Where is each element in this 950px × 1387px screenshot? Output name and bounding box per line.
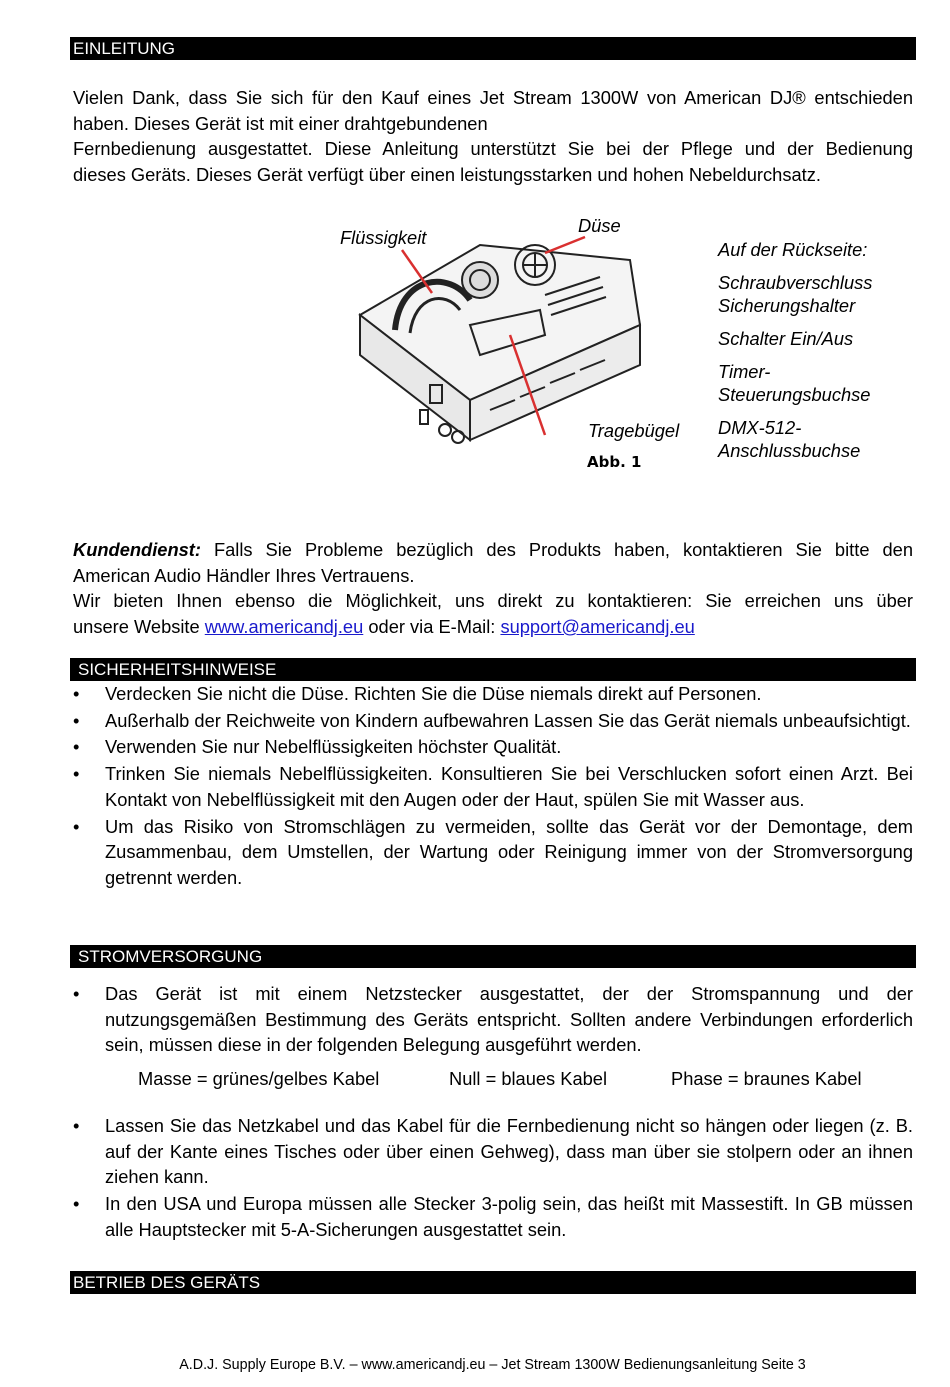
power-list-2: [70, 1113, 913, 1243]
list-item: • Verdecken Sie nicht die Düse. Richten Sie die Düse niemals direkt auf Personen.: [70, 681, 913, 707]
list-item: • Das Gerät ist mit einem Netzstecker ausgestattet, der der Stromspannung und der nutzungsgemäßen Bestimmung des Geräts entspricht. Sollten andere Verbindungen erforderlich sein, müssen diese in der folgenden Belegung ausgeführt werden.: [73, 983, 913, 1056]
service-line-2: American Audio Händler Ihres Vertrauens.: [73, 564, 415, 586]
rear-panel-list: [718, 238, 918, 472]
label-nozzle: Düse: [578, 215, 621, 236]
list-item: • Trinken Sie niemals Nebelflüssigkeiten. Konsultieren Sie bei Verschlucken sofort einen Arzt. Bei Kontakt von Nebelflüssigkeit mit den Augen oder der Haut, spülen Sie mit Wasser aus.: [73, 763, 913, 810]
intro-line: haben. Dieses Gerät ist mit einer drahtgebundenen: [73, 112, 488, 134]
rear-item: DMX-512-Anschlussbuchse: [718, 417, 861, 461]
device-figure: [340, 215, 720, 475]
section-header-intro: EINLEITUNG: [70, 37, 916, 60]
wiring-ground: Masse = grünes/gelbes Kabel: [138, 1068, 380, 1089]
service-line-1: Kundendienst: Falls Sie Probleme bezüglich des Produkts haben, kontaktieren Sie bitte den: [73, 539, 913, 560]
website-link[interactable]: www.americandj.eu: [204, 616, 364, 638]
service-paragraph: [73, 537, 913, 640]
rear-title: Auf der Rückseite:: [718, 239, 868, 260]
page-footer: A.D.J. Supply Europe B.V. – www.americandj.eu – Jet Stream 1300W Bedienungsanleitung Seite 3: [179, 1357, 806, 1373]
list-item: • Außerhalb der Reichweite von Kindern aufbewahren Lassen Sie das Gerät niemals unbeaufsichtigt.: [70, 708, 913, 734]
label-handle: Tragebügel: [588, 420, 680, 441]
service-line-4: unsere Website www.americandj.eu oder via E-Mail: support@americandj.eu: [73, 616, 695, 638]
list-item: • Um das Risiko von Stromschlägen zu vermeiden, sollte das Gerät vor der Demontage, dem Zusammenbau, dem Umstellen, der Wartung oder Reinigung immer von der Stromversorgung getrennt werden.: [73, 815, 913, 888]
bullet-icon: •: [73, 983, 80, 1004]
section-header-safety: SICHERHEITSHINWEISE: [70, 658, 916, 681]
bullet-icon: •: [73, 683, 80, 704]
wiring-phase: Phase = braunes Kabel: [671, 1068, 862, 1089]
list-item: • In den USA und Europa müssen alle Stecker 3-polig sein, das heißt mit Massestift. In GB müssen alle Hauptstecker mit 5-A-Sicherungen ausgestattet sein.: [73, 1193, 913, 1240]
intro-line: Fernbedienung ausgestattet. Diese Anleitung unterstützt Sie bei der Pflege und der Bedienung: [73, 138, 913, 160]
rear-item: Schraubverschluss Sicherungshalter: [718, 272, 873, 316]
bullet-icon: •: [73, 763, 80, 785]
safety-list: [70, 681, 913, 891]
bullet-icon: •: [73, 1193, 80, 1215]
figure-caption: Abb. 1: [587, 453, 642, 471]
intro-line: dieses Geräts. Dieses Gerät verfügt über einen leistungsstarken und hohen Nebeldurchsatz.: [73, 164, 821, 186]
rear-item: Schalter Ein/Aus: [718, 328, 854, 349]
bullet-icon: •: [73, 709, 80, 731]
power-list-1: [70, 981, 913, 1058]
section-header-operation: BETRIEB DES GERÄTS: [70, 1271, 916, 1294]
intro-paragraph: [73, 85, 913, 188]
bullet-icon: •: [73, 815, 80, 837]
service-line-3: Wir bieten Ihnen ebenso die Möglichkeit, uns direkt zu kontaktieren: Sie erreichen uns über: [73, 590, 913, 612]
section-header-power: STROMVERSORGUNG: [70, 945, 916, 968]
list-item: • Verwenden Sie nur Nebelflüssigkeiten höchster Qualität.: [70, 734, 913, 760]
intro-line: Vielen Dank, dass Sie sich für den Kauf eines Jet Stream 1300W von American DJ® entschieden: [73, 87, 913, 108]
service-label: Kundendienst:: [73, 539, 201, 560]
label-fluid: Flüssigkeit: [340, 227, 427, 248]
list-item: • Lassen Sie das Netzkabel und das Kabel für die Fernbedienung nicht so hängen oder liegen (z. B. auf der Kante eines Tisches oder über einen Gehweg), dass man über sie stolpern oder an ihnen ziehen kann.: [73, 1115, 913, 1188]
email-link[interactable]: support@americandj.eu: [500, 616, 695, 638]
wiring-neutral: Null = blaues Kabel: [449, 1068, 608, 1089]
bullet-icon: •: [73, 736, 80, 758]
rear-item: Timer-Steuerungsbuchse: [718, 361, 871, 405]
bullet-icon: •: [73, 1115, 80, 1136]
